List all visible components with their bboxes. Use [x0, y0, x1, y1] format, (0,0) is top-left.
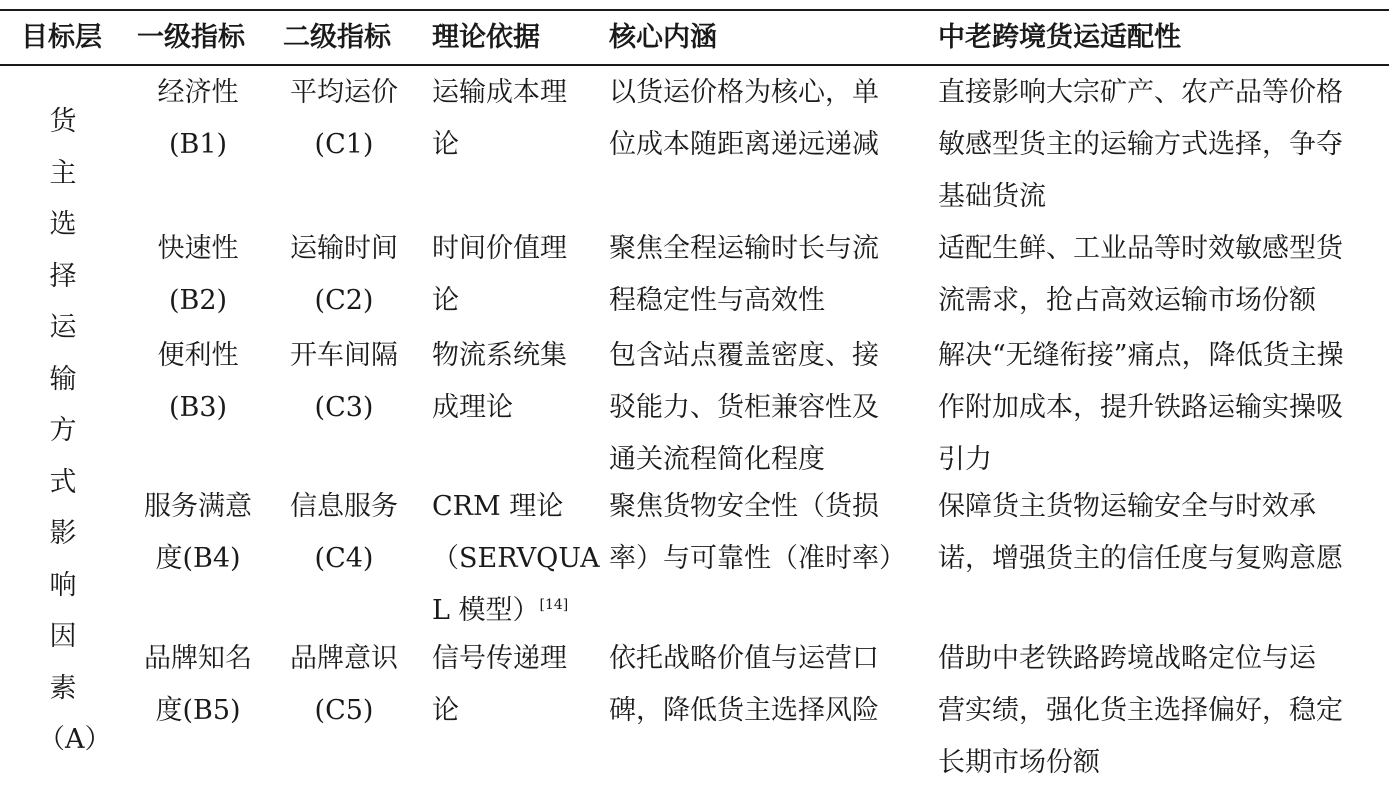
- row5-meaning: 依托战略价值与运营口 碑，降低货主选择风险: [609, 643, 879, 726]
- row4-theory: [432, 481, 600, 637]
- row4-fit: 保障货主货物运输安全与时效承 诺，增强货主的信任度与复购意愿: [938, 491, 1343, 574]
- header-level2-indicator: 二级指标: [283, 22, 391, 53]
- table-top-rule: [0, 9, 1389, 11]
- row1-fit: 直接影响大宗矿产、农产品等价格 敏感型货主的运输方式选择，争夺 基础货流: [938, 77, 1343, 212]
- row2-level1: 快速性 (B2): [157, 233, 239, 316]
- row5-theory: 信号传递理 论: [432, 643, 567, 726]
- row5-fit: 借助中老铁路跨境战略定位与运 营实绩，强化货主选择偏好，稳定 长期市场份额: [938, 643, 1343, 778]
- row2-theory: 时间价值理 论: [432, 233, 567, 316]
- header-level1-indicator: 一级指标: [137, 22, 245, 53]
- row1-theory: 运输成本理 论: [432, 77, 567, 160]
- row3-theory: 物流系统集 成理论: [432, 340, 567, 423]
- row3-fit: 解决“无缝衔接”痛点，降低货主操 作附加成本，提升铁路运输实操吸 引力: [938, 340, 1344, 475]
- row5-level1: 品牌知名 度(B5): [144, 643, 252, 726]
- header-target-layer: 目标层: [21, 22, 102, 53]
- row1-meaning: 以货运价格为核心，单 位成本随距离递远递减: [609, 77, 879, 160]
- header-fit: 中老跨境货运适配性: [938, 22, 1181, 53]
- row3-meaning: 包含站点覆盖密度、接 驳能力、货柜兼容性及 通关流程简化程度: [609, 340, 879, 475]
- row4-level1: 服务满意 度(B4): [144, 491, 252, 574]
- row1-level2: 平均运价 (C1): [290, 77, 398, 160]
- target-layer-cell: 货 主 选 择 运 输 方 式 影 响 因 素 （A）: [38, 106, 112, 755]
- header-core-meaning: 核心内涵: [609, 22, 717, 53]
- row2-meaning: 聚焦全程运输时长与流 程稳定性与高效性: [609, 233, 879, 316]
- row2-fit: 适配生鲜、工业品等时效敏感型货 流需求，抢占高效运输市场份额: [938, 233, 1343, 316]
- row2-level2: 运输时间 (C2): [290, 233, 398, 316]
- header-theory-basis: 理论依据: [432, 22, 540, 53]
- row4-meaning: 聚焦货物安全性（货损 率）与可靠性（准时率）: [609, 491, 906, 574]
- row3-level2: 开车间隔 (C3): [290, 340, 398, 423]
- row5-level2: 品牌意识 (C5): [290, 643, 398, 726]
- row4-level2: 信息服务 (C4): [290, 491, 398, 574]
- header-bottom-rule: [0, 64, 1389, 66]
- row1-level1: 经济性 (B1): [157, 77, 239, 160]
- row4-theory-citation: [14]: [539, 597, 569, 613]
- row3-level1: 便利性 (B3): [157, 340, 239, 423]
- row4-theory-text: CRM 理论 （SERVQUA L 模型）: [432, 491, 600, 626]
